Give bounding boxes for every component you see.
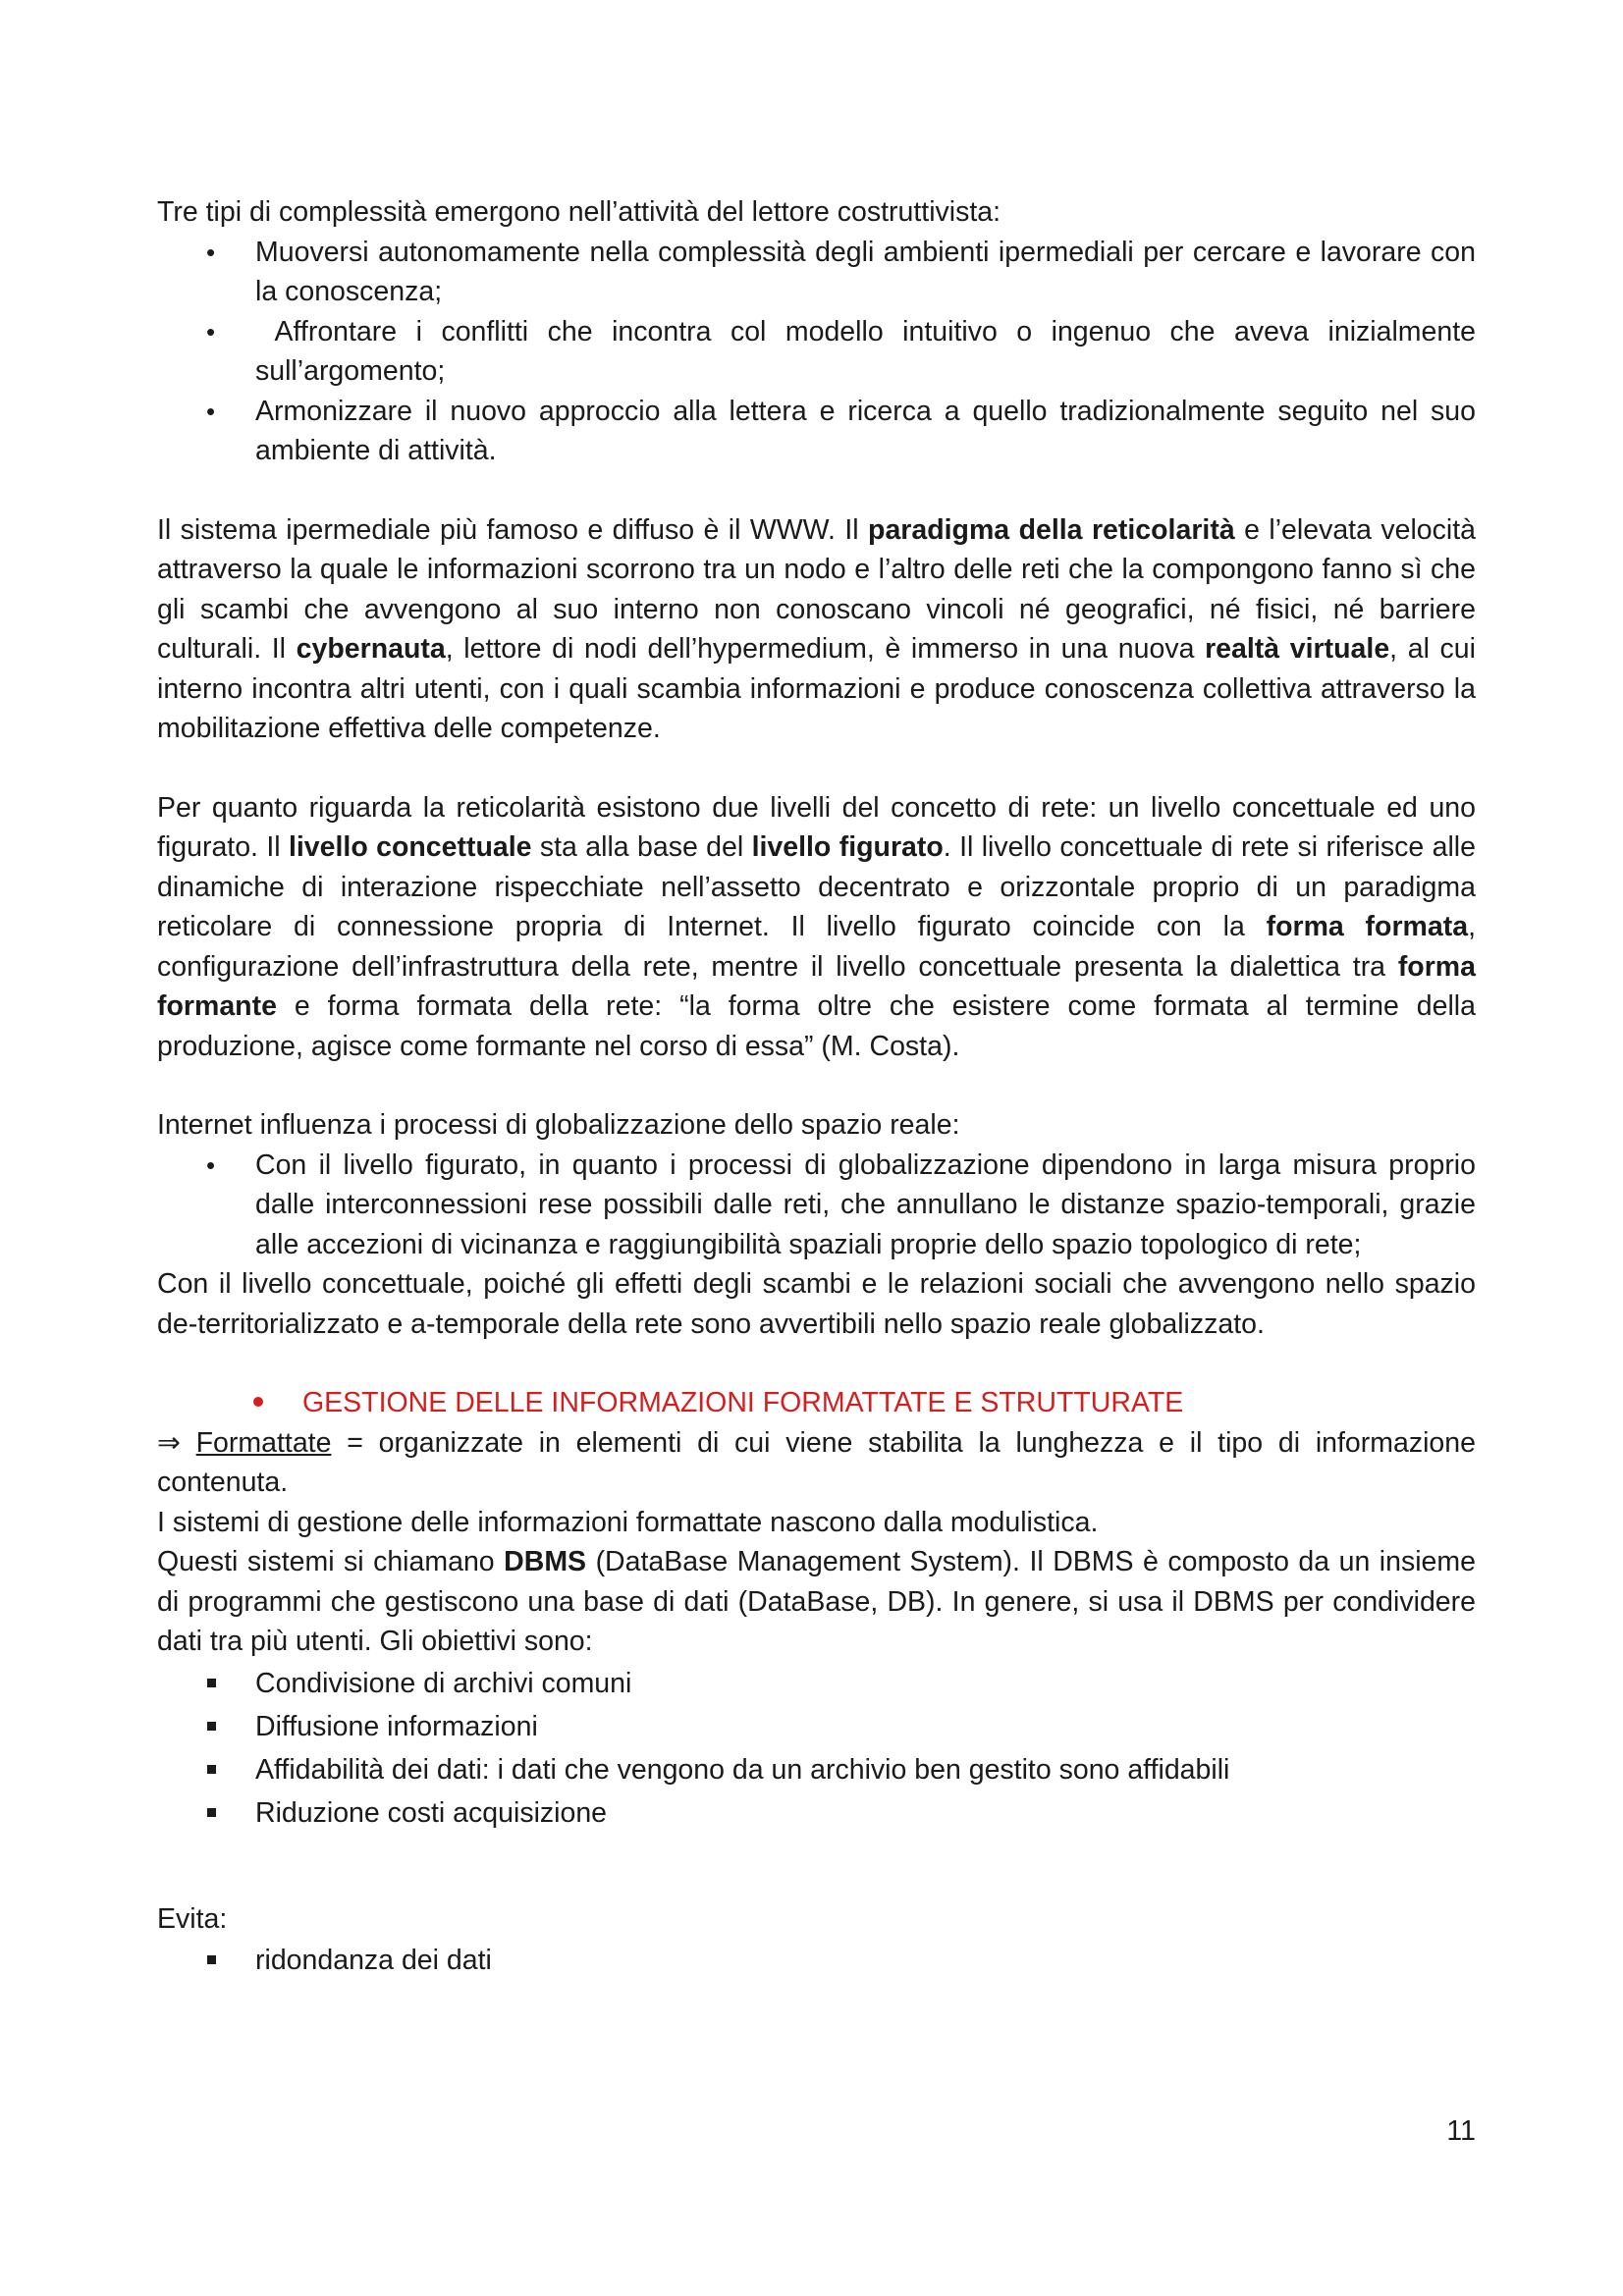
www-paragraph: Il sistema ipermediale più famoso e diffuso è il WWW. Il paradigma della reticolarità e l’elevata velocità attraverso la quale le informazioni scorrono tra un nodo e l’altro delle reti che la compongono fanno sì che gli scambi che avvengono al suo interno non conoscano vincoli né geografici, né fisici, né barriere culturali. Il cybernauta, lettore di nodi dell’hypermedium, è immerso in una nuova realtà virtuale, al cui interno incontra altri utenti, con i quali scambia informazioni e produce conoscenza collettiva attraverso la mobilitazione effettiva delle competenze.	[157, 513, 1477, 744]
list-item: Diffusione informazioni	[157, 1707, 1476, 1747]
intro-lead: Tre tipi di complessità emergono nell’attività del lettore costruttivista:	[157, 196, 1001, 228]
bullet-icon: •	[206, 396, 216, 426]
square-bullet-icon	[207, 1679, 216, 1687]
bullet-icon: •	[206, 316, 216, 347]
dbms-paragraph: Questi sistemi si chiamano DBMS (DataBase Management System). Il DBMS è composto da un insieme di programmi che gestiscono una base di dati (DataBase, DB). In genere, si usa il DBMS per condividere dati tra più utenti. Gli obiettivi sono:	[157, 1546, 1476, 1657]
reticolarita-paragraph: Per quanto riguarda la reticolarità esistono due livelli del concetto di rete: un livello concettuale ed uno figurato. Il livello concettuale sta alla base del livello figurato. Il livello concettuale di rete si riferisce alle dinamiche di interazione rispecchiate nell’assetto decentrato e orizzontale proprio di un paradigma reticolare di connessione propria di Internet. Il livello figurato coincide con la forma formata, configurazione dell’infrastruttura della rete, mentre il livello concettuale presenta la dialettica tra forma formante e forma formata della rete: “la forma oltre che esistere come formata al termine della produzione, agisce come formante nel corso di essa” (M. Costa).	[157, 791, 1477, 1062]
implies-arrow-icon: ⇒	[157, 1426, 196, 1459]
page-content	[157, 192, 1484, 1984]
bullet-icon: •	[206, 1149, 216, 1180]
red-bullet-icon	[253, 1397, 263, 1407]
list-item: • Armonizzare il nuovo approccio alla lettera e ricerca a quello tradizionalmente seguito nel suo ambiente di attività.	[157, 392, 1476, 471]
list-item: • Muoversi autonomamente nella complessità degli ambienti ipermediali per cercare e lavorare con la conoscenza;	[157, 233, 1476, 312]
list-item: Affidabilità dei dati: i dati che vengono da un archivio ben gestito sono affidabili	[157, 1750, 1476, 1790]
bullet-icon: •	[206, 237, 216, 267]
formattate-definition: ⇒ Formattate = organizzate in elementi di cui viene stabilita la lunghezza e il tipo di informazione contenuta.	[157, 1426, 1476, 1498]
globalization-list	[157, 1146, 1476, 1265]
internet-closing: Con il livello concettuale, poiché gli effetti degli scambi e le relazioni sociali che avvengono nello spazio de-territorializzato e a-temporale della rete sono avvertibili nello spazio reale globalizzato.	[157, 1268, 1476, 1340]
square-bullet-icon	[207, 1722, 216, 1731]
objectives-list	[157, 1664, 1476, 1834]
avoid-list	[157, 1941, 1476, 1981]
list-item: • Con il livello figurato, in quanto i processi di globalizzazione dipendono in larga misura proprio dalle interconnessioni rese possibili dalle reti, che annullano le distanze spazio-temporali, grazie alle accezioni di vicinanza e raggiungibilità spaziali proprie dello spazio topologico di rete;	[157, 1146, 1476, 1265]
list-item: ridondanza dei dati	[157, 1941, 1476, 1981]
list-item: • Affrontare i conflitti che incontra col modello intuitivo o ingenuo che aveva inizialmente sull’argomento;	[157, 312, 1476, 392]
square-bullet-icon	[207, 1808, 216, 1817]
internet-lead: Internet influenza i processi di globalizzazione dello spazio reale:	[157, 1109, 960, 1141]
modulistica-line: I sistemi di gestione delle informazioni formattate nascono dalla modulistica.	[157, 1506, 1099, 1538]
avoid-label: Evita:	[157, 1902, 228, 1935]
complexity-list	[157, 233, 1484, 471]
list-item: Riduzione costi acquisizione	[157, 1793, 1476, 1834]
section-heading: GESTIONE DELLE INFORMAZIONI FORMATTATE E STRUTTURATE	[157, 1383, 1476, 1423]
page-number: 11	[1446, 2115, 1476, 2147]
square-bullet-icon	[207, 1955, 216, 1964]
square-bullet-icon	[207, 1765, 216, 1774]
list-item: Condivisione di archivi comuni	[157, 1664, 1476, 1704]
term-formattate: Formattate	[195, 1426, 332, 1459]
